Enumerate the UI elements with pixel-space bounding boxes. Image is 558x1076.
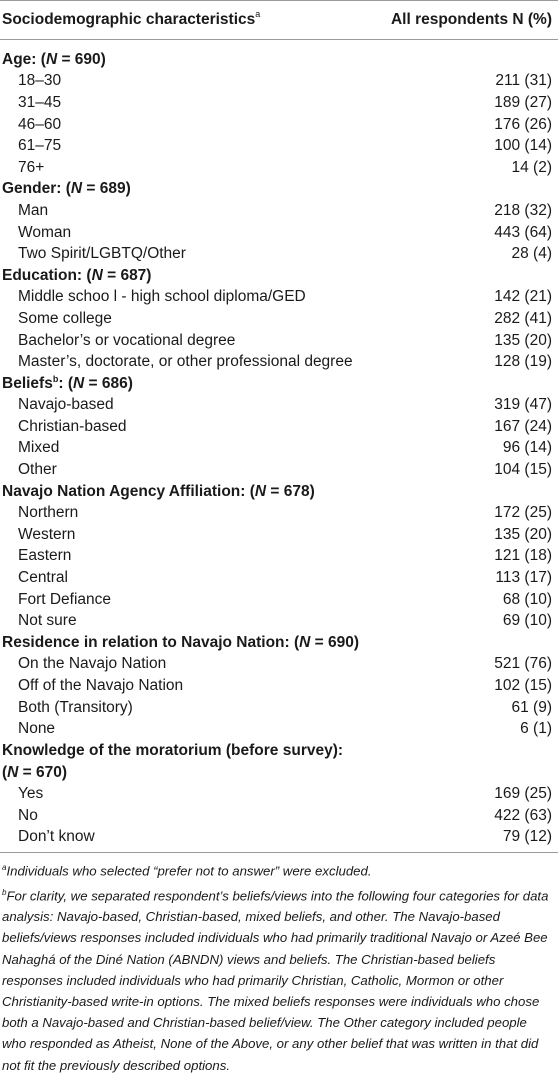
table-row bbox=[0, 114, 558, 136]
note-a bbox=[2, 857, 554, 882]
row-label: Eastern bbox=[18, 547, 72, 565]
row-label: Middle schoo l - high school diploma/GED bbox=[18, 288, 306, 306]
table-row bbox=[0, 546, 558, 568]
row-label: Other bbox=[18, 461, 57, 479]
row-label: No bbox=[18, 806, 38, 824]
group-header-gender bbox=[0, 179, 558, 201]
row-value: 172 (25) bbox=[494, 504, 552, 522]
row-label: Not sure bbox=[18, 612, 77, 630]
group-header-residence bbox=[0, 632, 558, 654]
group-n: (N = 687) bbox=[86, 266, 152, 284]
row-value: 6 (1) bbox=[520, 720, 552, 738]
table-row bbox=[0, 92, 558, 114]
row-value: 61 (9) bbox=[511, 698, 552, 716]
row-value: 14 (2) bbox=[511, 158, 552, 176]
row-label: Central bbox=[18, 569, 68, 587]
row-label: 61–75 bbox=[18, 137, 62, 155]
group-title: Beliefs$^b$: (N = 686) bbox=[2, 374, 133, 393]
note-a-text: Individuals who selected “prefer not to answer” were excluded. bbox=[6, 863, 372, 879]
table-header bbox=[0, 0, 558, 40]
row-value: 282 (41) bbox=[494, 309, 552, 327]
row-value: 79 (12) bbox=[502, 828, 552, 846]
group-title: Age: (N = 690) bbox=[2, 50, 106, 68]
row-label: Off of the Navajo Nation bbox=[18, 677, 184, 695]
row-value: 68 (10) bbox=[502, 590, 552, 608]
table-row bbox=[0, 826, 558, 848]
group-title: Gender: (N = 689) bbox=[2, 180, 131, 198]
header-characteristics bbox=[2, 10, 260, 29]
row-label: Don’t know bbox=[18, 828, 95, 846]
row-value: 96 (14) bbox=[502, 439, 552, 457]
table-row bbox=[0, 351, 558, 373]
table-row bbox=[0, 135, 558, 157]
row-value: 102 (15) bbox=[494, 677, 552, 695]
group-n: (N = 690) bbox=[40, 50, 106, 68]
note-b bbox=[2, 882, 554, 1076]
group-header-age bbox=[0, 49, 558, 71]
row-value: 28 (4) bbox=[511, 245, 552, 263]
row-label: Woman bbox=[18, 223, 72, 241]
table-row bbox=[0, 243, 558, 265]
table-row bbox=[0, 222, 558, 244]
table-row bbox=[0, 330, 558, 352]
row-label: Yes bbox=[18, 784, 44, 802]
row-label: None bbox=[18, 720, 56, 738]
table-row bbox=[0, 157, 558, 179]
group-n: (N = 689) bbox=[65, 180, 131, 198]
row-label: Two Spirit/LGBTQ/Other bbox=[18, 245, 186, 263]
table-row bbox=[0, 610, 558, 632]
row-value: 169 (25) bbox=[494, 784, 552, 802]
table-row bbox=[0, 589, 558, 611]
group-header-knowledge bbox=[0, 740, 558, 783]
row-value: 167 (24) bbox=[494, 417, 552, 435]
table-row bbox=[0, 502, 558, 524]
table-row bbox=[0, 783, 558, 805]
row-label: Northern bbox=[18, 504, 79, 522]
header-characteristics-label: Sociodemographic characteristics bbox=[2, 11, 256, 29]
header-respondents: All respondents N (%) bbox=[390, 11, 552, 28]
row-label: Mixed bbox=[18, 439, 60, 457]
row-label: Christian-based bbox=[18, 417, 127, 435]
table-row bbox=[0, 805, 558, 827]
note-b-text: For clarity, we separated respondent’s beliefs/views into the following four categories for data analysis: Navajo-based, Christian-based, mixed beliefs, and other. The Navajo-based beliefs/views responses included individuals who had primarily traditional Navajo or Azeé Bee Nahaghá of the Diné Nation (ABNDN) views and beliefs. The Christian-based beliefs responses included individuals who had primarily Christian, Catholic, Mormon or other Christianity-based write-in options. The mixed beliefs responses were individuals who chose both a Navajo-based and Christian-based belief/view. The Other category included people who responded as Atheist, None of the Above, or any other belief that was written in that did not fit the previously described options. bbox=[2, 887, 549, 1073]
note-a-marker: a bbox=[2, 862, 7, 872]
group-title: Education: (N = 687) bbox=[2, 266, 152, 284]
row-value: 135 (20) bbox=[494, 525, 552, 543]
row-value: 104 (15) bbox=[494, 461, 552, 479]
table-row bbox=[0, 287, 558, 309]
table-row bbox=[0, 200, 558, 222]
table-row bbox=[0, 308, 558, 330]
table-notes bbox=[0, 853, 558, 1076]
note-b-marker: b bbox=[2, 887, 7, 897]
table-row bbox=[0, 459, 558, 481]
row-label: 76+ bbox=[18, 158, 45, 176]
row-value: 113 (17) bbox=[495, 569, 552, 587]
group-n: (N = 670) bbox=[2, 763, 68, 781]
row-label: Some college bbox=[18, 309, 112, 327]
row-value: 422 (63) bbox=[494, 806, 552, 824]
row-label: Master’s, doctorate, or other professional degree bbox=[18, 353, 353, 371]
group-title: Navajo Nation Agency Affiliation: (N = 678) bbox=[2, 482, 315, 500]
row-value: 218 (32) bbox=[494, 201, 552, 219]
table-row bbox=[0, 718, 558, 740]
row-label: Navajo-based bbox=[18, 396, 114, 414]
table-row bbox=[0, 395, 558, 417]
table-row bbox=[0, 524, 558, 546]
row-label: Both (Transitory) bbox=[18, 698, 133, 716]
row-label: 31–45 bbox=[18, 93, 62, 111]
row-label: Western bbox=[18, 525, 76, 543]
table-row bbox=[0, 675, 558, 697]
row-value: 121 (18) bbox=[494, 547, 552, 565]
table-row bbox=[0, 438, 558, 460]
footnote-marker-a: a bbox=[255, 9, 261, 20]
group-header-education bbox=[0, 265, 558, 287]
row-value: 100 (14) bbox=[494, 137, 552, 155]
table-row bbox=[0, 654, 558, 676]
row-label: Man bbox=[18, 201, 49, 219]
row-value: 128 (19) bbox=[494, 353, 552, 371]
row-label: Bachelor’s or vocational degree bbox=[18, 331, 236, 349]
group-title: Residence in relation to Navajo Nation: (N = 690) bbox=[2, 633, 360, 651]
table-row bbox=[0, 416, 558, 438]
row-value: 319 (47) bbox=[494, 396, 552, 414]
table-row bbox=[0, 567, 558, 589]
table-body bbox=[0, 40, 558, 853]
table-row bbox=[0, 697, 558, 719]
group-header-beliefs bbox=[0, 373, 558, 395]
row-value: 176 (26) bbox=[494, 115, 552, 133]
row-value: 211 (31) bbox=[495, 72, 552, 90]
group-title: Knowledge of the moratorium (before survey): (N = 670) bbox=[2, 742, 344, 781]
row-label: 18–30 bbox=[18, 72, 62, 90]
group-n: (N = 690) bbox=[293, 633, 360, 651]
group-n: (N = 686) bbox=[67, 375, 133, 393]
row-value: 142 (21) bbox=[494, 288, 552, 306]
group-header-agency bbox=[0, 481, 558, 503]
row-label: Fort Defiance bbox=[18, 590, 112, 608]
group-n: (N = 678) bbox=[249, 482, 315, 500]
row-value: 189 (27) bbox=[494, 93, 552, 111]
row-value: 521 (76) bbox=[494, 655, 552, 673]
row-label: 46–60 bbox=[18, 115, 62, 133]
row-label: On the Navajo Nation bbox=[18, 655, 167, 673]
row-value: 135 (20) bbox=[494, 331, 552, 349]
row-value: 443 (64) bbox=[494, 223, 552, 241]
row-value: 69 (10) bbox=[502, 612, 552, 630]
table-row bbox=[0, 71, 558, 93]
